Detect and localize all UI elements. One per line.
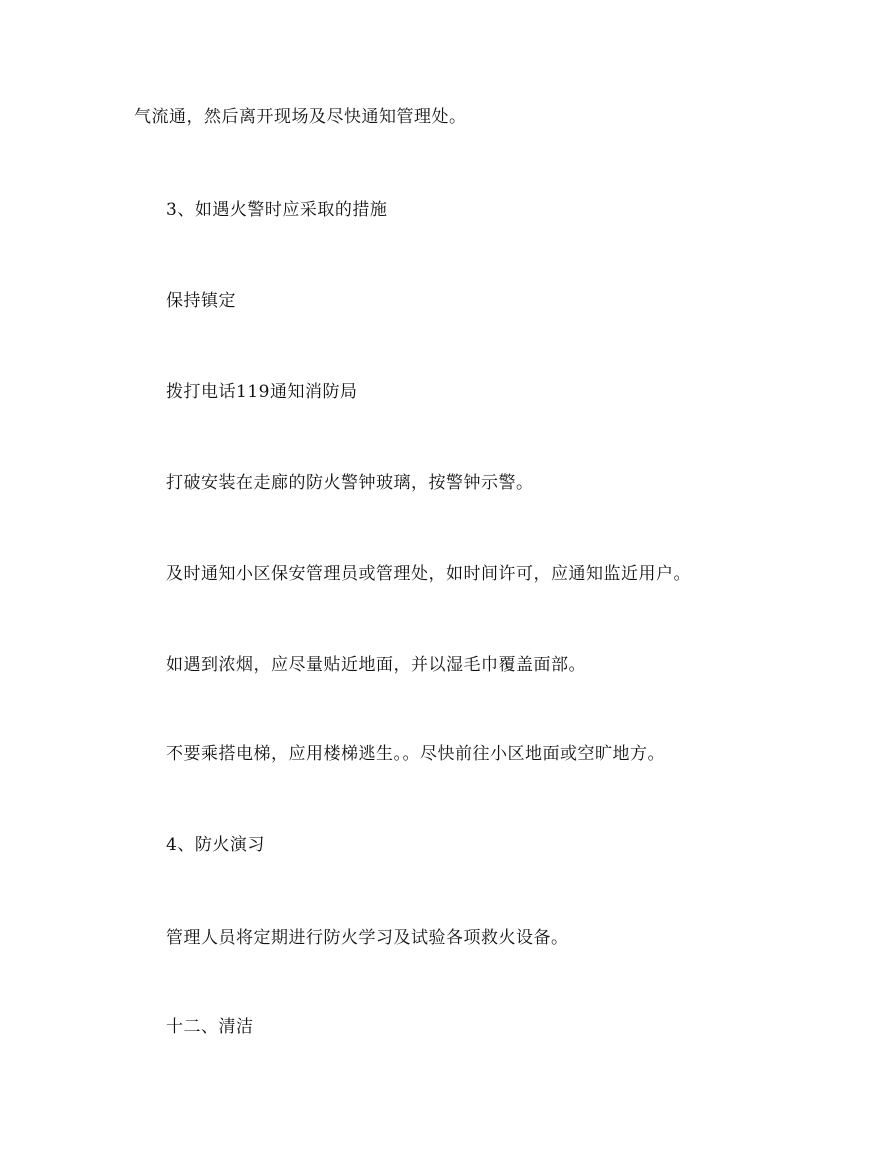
paragraph-notify-security: 及时通知小区保安管理员或管理处，如时间许可，应通知监近用户。 — [166, 564, 691, 584]
paragraph-no-elevator: 不要乘搭电梯，应用楼梯逃生。。尽快前往小区地面或空旷地方。 — [166, 744, 665, 764]
section-heading-cleaning: 十二、清洁 — [166, 1017, 254, 1037]
paragraph-call-119: 拨打电话119通知消防局 — [166, 382, 358, 402]
paragraph-break-alarm-glass: 打破安装在走廊的防火警钟玻璃，按警钟示警。 — [166, 473, 534, 493]
section-heading-fire-measures: 3、如遇火警时应采取的措施 — [166, 200, 388, 220]
paragraph-dense-smoke: 如遇到浓烟，应尽量贴近地面，并以湿毛巾覆盖面部。 — [166, 655, 586, 675]
paragraph-stay-calm: 保持镇定 — [166, 291, 236, 311]
paragraph-fire-drill-training: 管理人员将定期进行防火学习及试验各项救火设备。 — [166, 928, 569, 948]
section-heading-fire-drill: 4、防火演习 — [166, 835, 265, 855]
paragraph-ventilation-continued: 气流通，然后离开现场及尽快通知管理处。 — [134, 107, 467, 127]
